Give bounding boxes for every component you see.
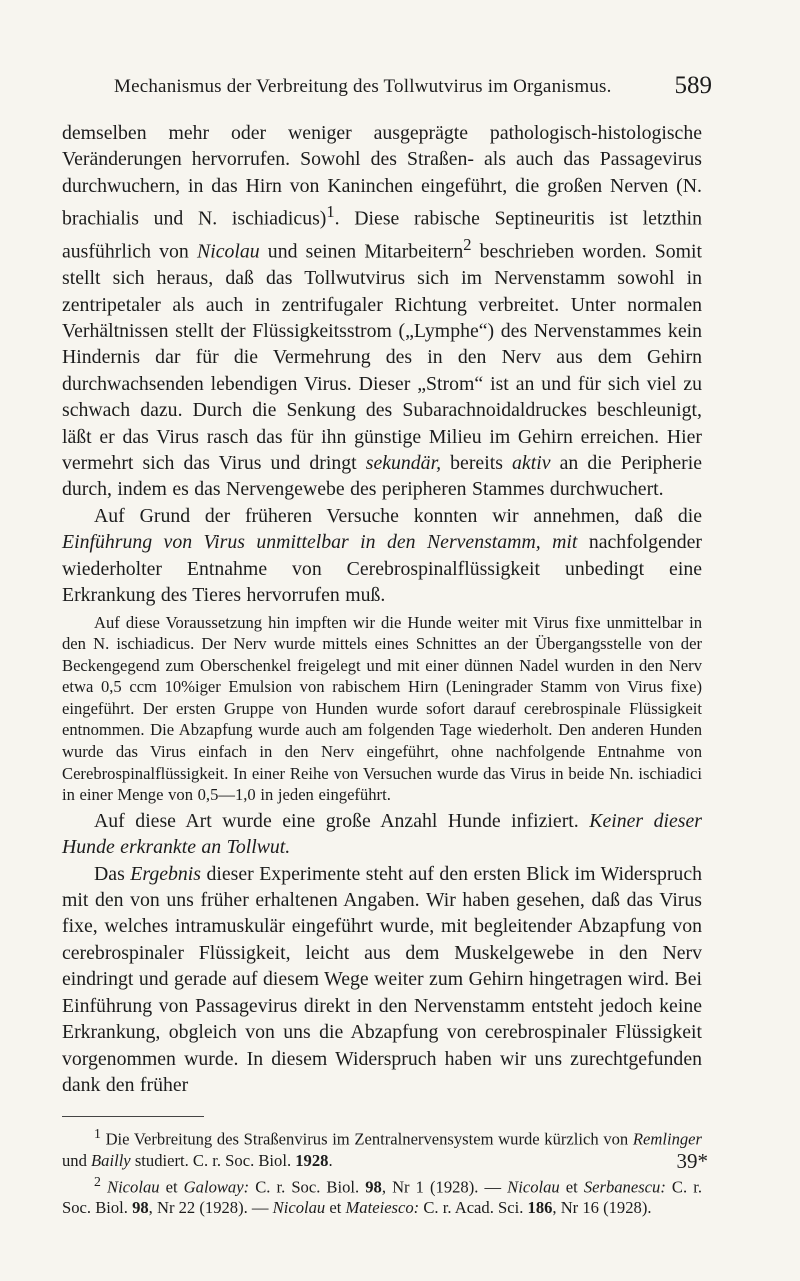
volume-number: 1928	[295, 1150, 329, 1170]
method-description	[62, 612, 702, 806]
volume-number: 98	[132, 1198, 149, 1218]
text-run: , Nr 1 (1928). —	[381, 1177, 508, 1197]
emphasis-result: Keiner dieser Hunde erkrankte an Tollwut.	[62, 809, 702, 859]
footnote-ref-1[interactable]: 1	[326, 202, 335, 222]
paragraph-2	[62, 503, 702, 609]
body-text	[62, 120, 702, 1098]
paragraph-1	[62, 120, 702, 503]
volume-number: 98	[365, 1177, 382, 1197]
author-remlinger: Remlinger	[632, 1129, 702, 1149]
text-run: Auf diese Art wurde eine große Anzahl Hunde infiziert.	[94, 809, 590, 832]
text-run: und seinen Mitarbeitern	[259, 240, 464, 263]
footnote-ref-2[interactable]: 2	[463, 235, 472, 255]
text-run: Auf Grund der früheren Versuche konnten wir annehmen, daß die	[94, 504, 702, 527]
running-head: Mechanismus der Verbreitung des Tollwutvirus im Organismus.	[114, 76, 612, 97]
text-run: C. r. Soc. Biol.	[249, 1177, 366, 1197]
text-run: beschrieben worden. Somit stellt sich heraus, daß das Tollwutvirus sich im Nervenstamm sowohl in zentripetaler als auch in zentrifugaler Richtung verbreitet. Unter normalen Verhältnissen stellt der Flüssigkeitsstrom („Lymphe“) des Nervenstammes kein Hindernis dar für die Vermehrung des in den Nerv aus dem Gehirn durchwachsenden lebendigen Virus. Dieser „Strom“ ist an und für sich viel zu schwach dazu. Durch die Senkung des Subarachnoidaldruckes beschleunigt, läßt er das Virus rasch das für ihn günstige Milieu im Gehirn erreichen. Hier vermehrt sich das Virus und dringt	[62, 240, 702, 475]
volume-number: 186	[527, 1198, 553, 1218]
page	[62, 72, 712, 1218]
text-run: und	[62, 1150, 92, 1170]
paragraph-4	[62, 861, 702, 1099]
emphasis-sekundar: sekundär,	[365, 452, 442, 475]
author-bailly: Bailly	[91, 1150, 131, 1170]
author-name: Serbanescu:	[583, 1177, 666, 1197]
text-run: C. r. Soc. Biol.	[62, 1177, 702, 1218]
text-run: Die Verbreitung des Straßenvirus im Zentralnervensystem wurde kürzlich von	[100, 1129, 633, 1149]
footnote-marker: 2	[94, 1173, 101, 1189]
footnote-1	[62, 1123, 702, 1171]
author-name: Galoway:	[183, 1177, 250, 1197]
small-paragraph: Auf diese Voraussetzung hin impften wir die Hunde weiter mit Virus fixe unmittelbar in den N. ischiadicus. Der Nerv wurde mittels eines Schnittes an der Übergangsstelle von der Beckengegend zum Oberschenkel freigelegt und mit einer dünnen Nadel wurden in den Nerv etwa 0,5 ccm 10%iger Emulsion von rabischem Hirn (Leningrader Stamm von Virus fixe) eingeführt. Der ersten Gruppe von Hunden wurde sofort darauf cerebrospinale Flüssigkeit entnommen. Die Abzapfung wurde auch am folgenden Tage wiederholt. Den anderen Hunden wurde das Virus einfach in den Nerv eingeführt, ohne nachfolgende Entnahme von Cerebrospinalflüssigkeit. In einer Reihe von Versuchen wurde das Virus in beide Nn. ischiadici in einer Menge von 0,5—1,0 in jeden eingeführt.	[62, 612, 702, 805]
footnotes	[62, 1123, 702, 1218]
text-run: . Diese rabische Septineuritis ist letzthin ausführlich von	[62, 207, 702, 263]
text-run: demselben mehr oder weniger ausgeprägte pathologisch-histologische Veränderungen hervorrufen. Sowohl des Straßen- als auch das Passagevirus durchwuchern, in das Hirn von Kaninchen eingeführt, die großen Nerven (N. brachialis und N. ischiadicus)	[62, 122, 702, 230]
text-run: C. r. Acad. Sci.	[419, 1198, 528, 1218]
footnote-2	[62, 1171, 702, 1219]
page-header	[62, 72, 712, 112]
text-run: dieser Experimente steht auf den ersten Blick im Widerspruch mit den von uns früher erhaltenen Angaben. Wir haben gesehen, daß das Virus fixe, welches intramuskulär eingeführt wurde, mit begleitender Abzapfung von cerebrospinaler Flüssigkeit, leicht aus dem Muskelgewebe in den Nerv eindringt und gerade auf diesem Wege weiter zum Gehirn hingetragen wird. Bei Einführung von Passagevirus direkt in den Nervenstamm entsteht jedoch keine Erkrankung, obgleich von uns die Abzapfung von cerebrospinaler Flüssigkeit vorgenommen wurde. In diesem Widerspruch haben wir uns zurechtgefunden dank den früher	[62, 862, 702, 1096]
text-run: .	[328, 1150, 333, 1170]
emphasis-hypothesis: Einführung von Virus unmittelbar in den Nervenstamm, mit	[62, 531, 578, 554]
text-run: et	[325, 1198, 346, 1218]
text-run: Das	[94, 862, 131, 885]
text-run: studiert. C. r. Soc. Biol.	[130, 1150, 296, 1170]
author-name: Mateiesco:	[345, 1198, 420, 1218]
emphasis-aktiv: aktiv	[512, 452, 551, 475]
footnote-marker: 1	[94, 1126, 101, 1142]
signature-mark: 39*	[676, 1149, 708, 1173]
footnote-divider	[62, 1116, 204, 1117]
emphasis-ergebnis: Ergebnis	[130, 862, 201, 885]
text-run: nachfolgender wiederholter Entnahme von Cerebrospinalflüssigkeit unbedingt eine Erkrankung des Tieres hervorrufen muß.	[62, 531, 702, 607]
text-run: bereits	[441, 452, 513, 475]
text-run: et	[559, 1177, 584, 1197]
author-name: Nicolau	[272, 1198, 326, 1218]
text-run: , Nr 22 (1928). —	[148, 1198, 273, 1218]
paragraph-3	[62, 808, 702, 861]
text-run: an die Peripherie durch, indem es das Nervengewebe des peripheren Stammes durchwuchert.	[62, 452, 702, 501]
author-name: Nicolau	[507, 1177, 560, 1197]
author-nicolau: Nicolau	[197, 240, 260, 263]
page-number: 589	[674, 72, 712, 99]
text-run: , Nr 16 (1928).	[552, 1198, 652, 1218]
text-run: et	[159, 1177, 184, 1197]
author-name: Nicolau	[107, 1177, 160, 1197]
